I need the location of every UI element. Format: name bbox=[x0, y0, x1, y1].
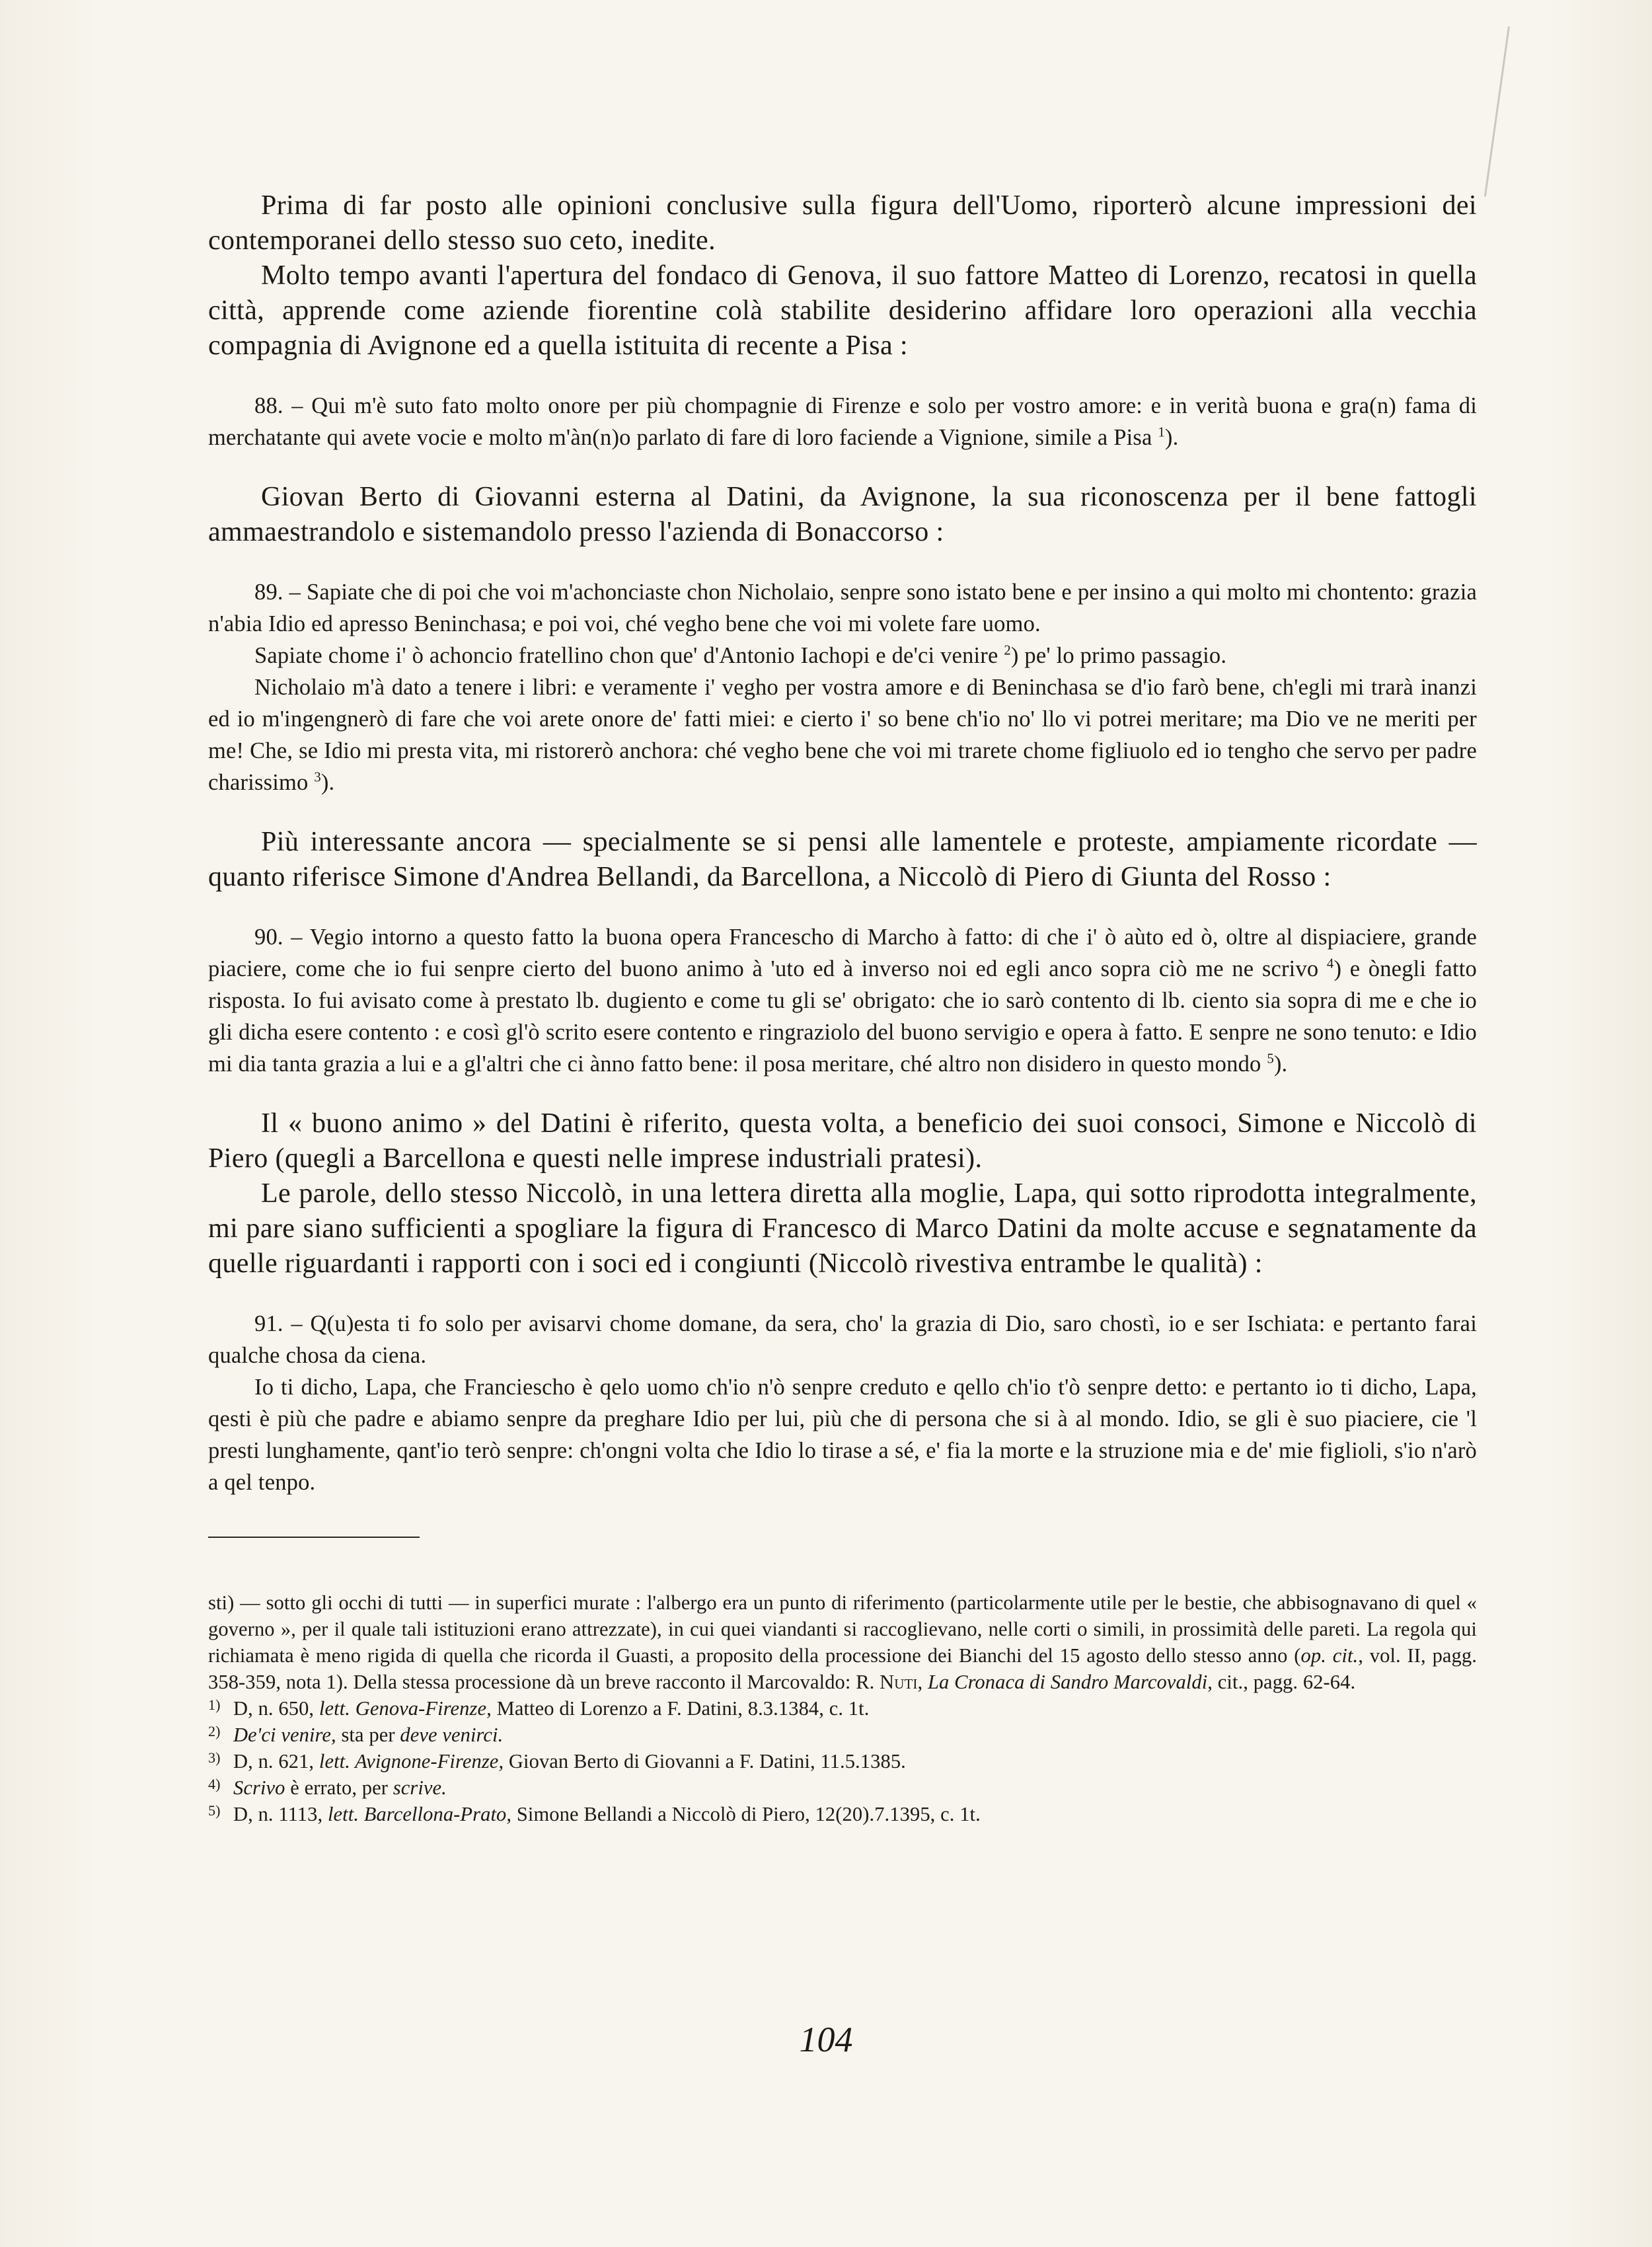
intro-89: Giovan Berto di Giovanni esterna al Datini, da Avignone, la sua riconoscenza per il bene fattogli ammaestrandolo e sistemandolo presso l'azienda di Bonaccorso : bbox=[208, 482, 1477, 547]
page-number: 104 bbox=[799, 2020, 853, 2059]
after-90-paragraph-2: Le parole, dello stesso Niccolò, in una lettera diretta alla moglie, Lapa, qui sotto riprodotta integralmente, mi pare siano sufficienti a spogliare la figura di Francesco di Marco Datini da molte accuse e segnatamente da quelle riguardanti i rapporti con i soci ed i congiunti (Niccolò rivestiva entrambe le qualità) : bbox=[208, 1178, 1477, 1279]
footnotes bbox=[208, 1589, 1477, 1827]
footnote-5: 5) D, n. 1113, lett. Barcellona-Prato, Simone Bellandi a Niccolò di Piero, 12(20).7.1395, c. 1t. bbox=[208, 1802, 981, 1825]
footnote-ref-1: 1 bbox=[1158, 425, 1165, 440]
after-90-paragraph-1: Il « buono animo » del Datini è riferito, questa volta, a beneficio dei suoi consoci, Simone e Niccolò di Piero (quegli a Barcellona e questi nelle imprese industriali pratesi). bbox=[208, 1108, 1477, 1174]
intro-paragraph-2: Molto tempo avanti l'apertura del fondaco di Genova, il suo fattore Matteo di Lorenzo, recatosi in quella città, apprende come aziende fiorentine colà stabilite desiderino affidare loro operazioni alla vecchia compagnia di Avignone ed a quella istituita di recente a Pisa : bbox=[208, 260, 1477, 361]
quote-89-p2: Sapiate chome i' ò achoncio fratellino chon que' d'Antonio Iachopi e de'ci venire $^2$) pe' lo primo passagio. bbox=[254, 643, 1227, 668]
footnote-ref-3: 3 bbox=[314, 770, 321, 785]
intro-paragraph-1: Prima di far posto alle opinioni conclusive sulla figura dell'Uomo, riporterò alcune impressioni dei contemporanei dello stesso suo ceto, inedite. bbox=[208, 190, 1477, 256]
footnote-ref-2: 2 bbox=[1004, 643, 1011, 658]
footnote-continuation: sti) — sotto gli occhi di tutti — in superfici murate : l'albergo era un punto di riferimento (particolarmente utile per le bestie, che abbisognavano di quel « governo », per il quale tali istituzioni erano attrezzate), in cui quei viandanti si raccoglievano, nelle corti o simili, in prossimità delle pareti. La regola qui richiamata è meno rigida di quella che ricorda il Guasti, a proposito della processione dei Bianchi del 15 agosto dello stesso anno (op. cit., vol. II, pagg. 358-359, nota 1). Della stessa processione dà un breve racconto il Marcovaldo: R. Nuti, La Cronaca di Sandro Marcovaldi, cit., pagg. 62-64. bbox=[208, 1591, 1477, 1693]
footnote-ref-4: 4 bbox=[1326, 956, 1334, 971]
pencil-mark bbox=[1484, 26, 1510, 197]
footnote-ref-5: 5 bbox=[1267, 1051, 1274, 1067]
footnote-4: 4) Scrivo è errato, per scrive. bbox=[208, 1776, 447, 1799]
footnote-3: 3) D, n. 621, lett. Avignone-Firenze, Giovan Berto di Giovanni a F. Datini, 11.5.1385. bbox=[208, 1749, 906, 1772]
quote-91-p2: Io ti dicho, Lapa, che Franciescho è qelo uomo ch'io n'ò senpre creduto e qello ch'io t'ò senpre detto: e pertanto io ti dicho, Lapa, qesti è più che padre e abiamo senpre da preghare Idio per lui, più che di persona che si à al mondo. Idio, se gli è suo piaciere, cie 'l presti lunghamente, qant'io terò senpre: ch'ongni volta che Idio lo tirase a sé, e' fia la morte e la struzione mia e de' mie figlioli, s'io n'arò a qel tenpo. bbox=[208, 1375, 1477, 1495]
quote-88: 88. – Qui m'è suto fato molto onore per più chompagnie di Firenze e solo per vostro amore: e in verità buona e gra(n) fama di merchatante qui avete vocie e molto m'àn(n)o parlato di fare di loro faciende a Vignione, simile a Pisa $^1$). bbox=[208, 393, 1477, 450]
footnote-1: 1) D, n. 650, lett. Genova-Firenze, Matteo di Lorenzo a F. Datini, 8.3.1384, c. 1t. bbox=[208, 1696, 870, 1720]
intro-90: Più interessante ancora — specialmente se si pensi alle lamentele e proteste, ampiamente ricordate — quanto riferisce Simone d'Andrea Bellandi, da Barcellona, a Niccolò di Piero di Giunta del Rosso : bbox=[208, 827, 1477, 892]
quote-89-p1: 89. – Sapiate che di poi che voi m'achonciaste chon Nicholaio, senpre sono istato bene e per insino a qui molto mi chontento: grazia n'abia Idio ed apresso Beninchasa; e poi voi, ché vegho bene che voi mi volete fare uomo. bbox=[208, 580, 1477, 636]
quote-89-p3: Nicholaio m'à dato a tenere i libri: e veramente i' vegho per vostra amore e di Beninchasa se d'io farò bene, ch'egli mi trarà inanzi ed io m'ingengnerò di fare che voi arete onore de' fatti miei: e cierto i' so bene ch'io no' llo vi potrei meritare; ma Dio ve ne meriti per me! Che, se Idio mi presta vita, mi ristorerò anchora: ché vegho bene che voi mi trarete chome figliuolo ed io tengho che servo per padre charissimo $^3$). bbox=[208, 675, 1477, 795]
footnote-rule bbox=[208, 1537, 420, 1538]
quote-90: 90. – Vegio intorno a questo fatto la buona opera Francescho di Marcho à fatto: di che i' ò aùto ed ò, oltre al dispiaciere, grande piaciere, come che io fui senpre cierto del buono animo à 'uto ed à inverso noi ed egli anco sopra ciò me ne scrivo $^4$) e ònegli fatto risposta. Io fui avisato come à prestato lb. dugiento e come tu gli se' obrigato: che io sarò contento di lb. ciento sia sopra di me e che io gli dicha esere contento : e così gl'ò scrito esere contento e ringraziolo del buono servigio e opera à fatto. E senpre ne sono tenuto: e Idio mi dia tanta grazia a lui e a gl'altri che ci ànno fatto bene: il posa meritare, ché altro non disidero in questo mondo $^5$). bbox=[208, 925, 1477, 1077]
footnote-2: 2) De'ci venire, sta per deve venirci. bbox=[208, 1723, 504, 1746]
quote-91-p1: 91. – Q(u)esta ti fo solo per avisarvi chome domane, da sera, cho' la grazia di Dio, saro chostì, io e ser Ischiata: e pertanto farai qualche chosa da ciena. bbox=[208, 1311, 1477, 1368]
main-text bbox=[208, 188, 1477, 1827]
